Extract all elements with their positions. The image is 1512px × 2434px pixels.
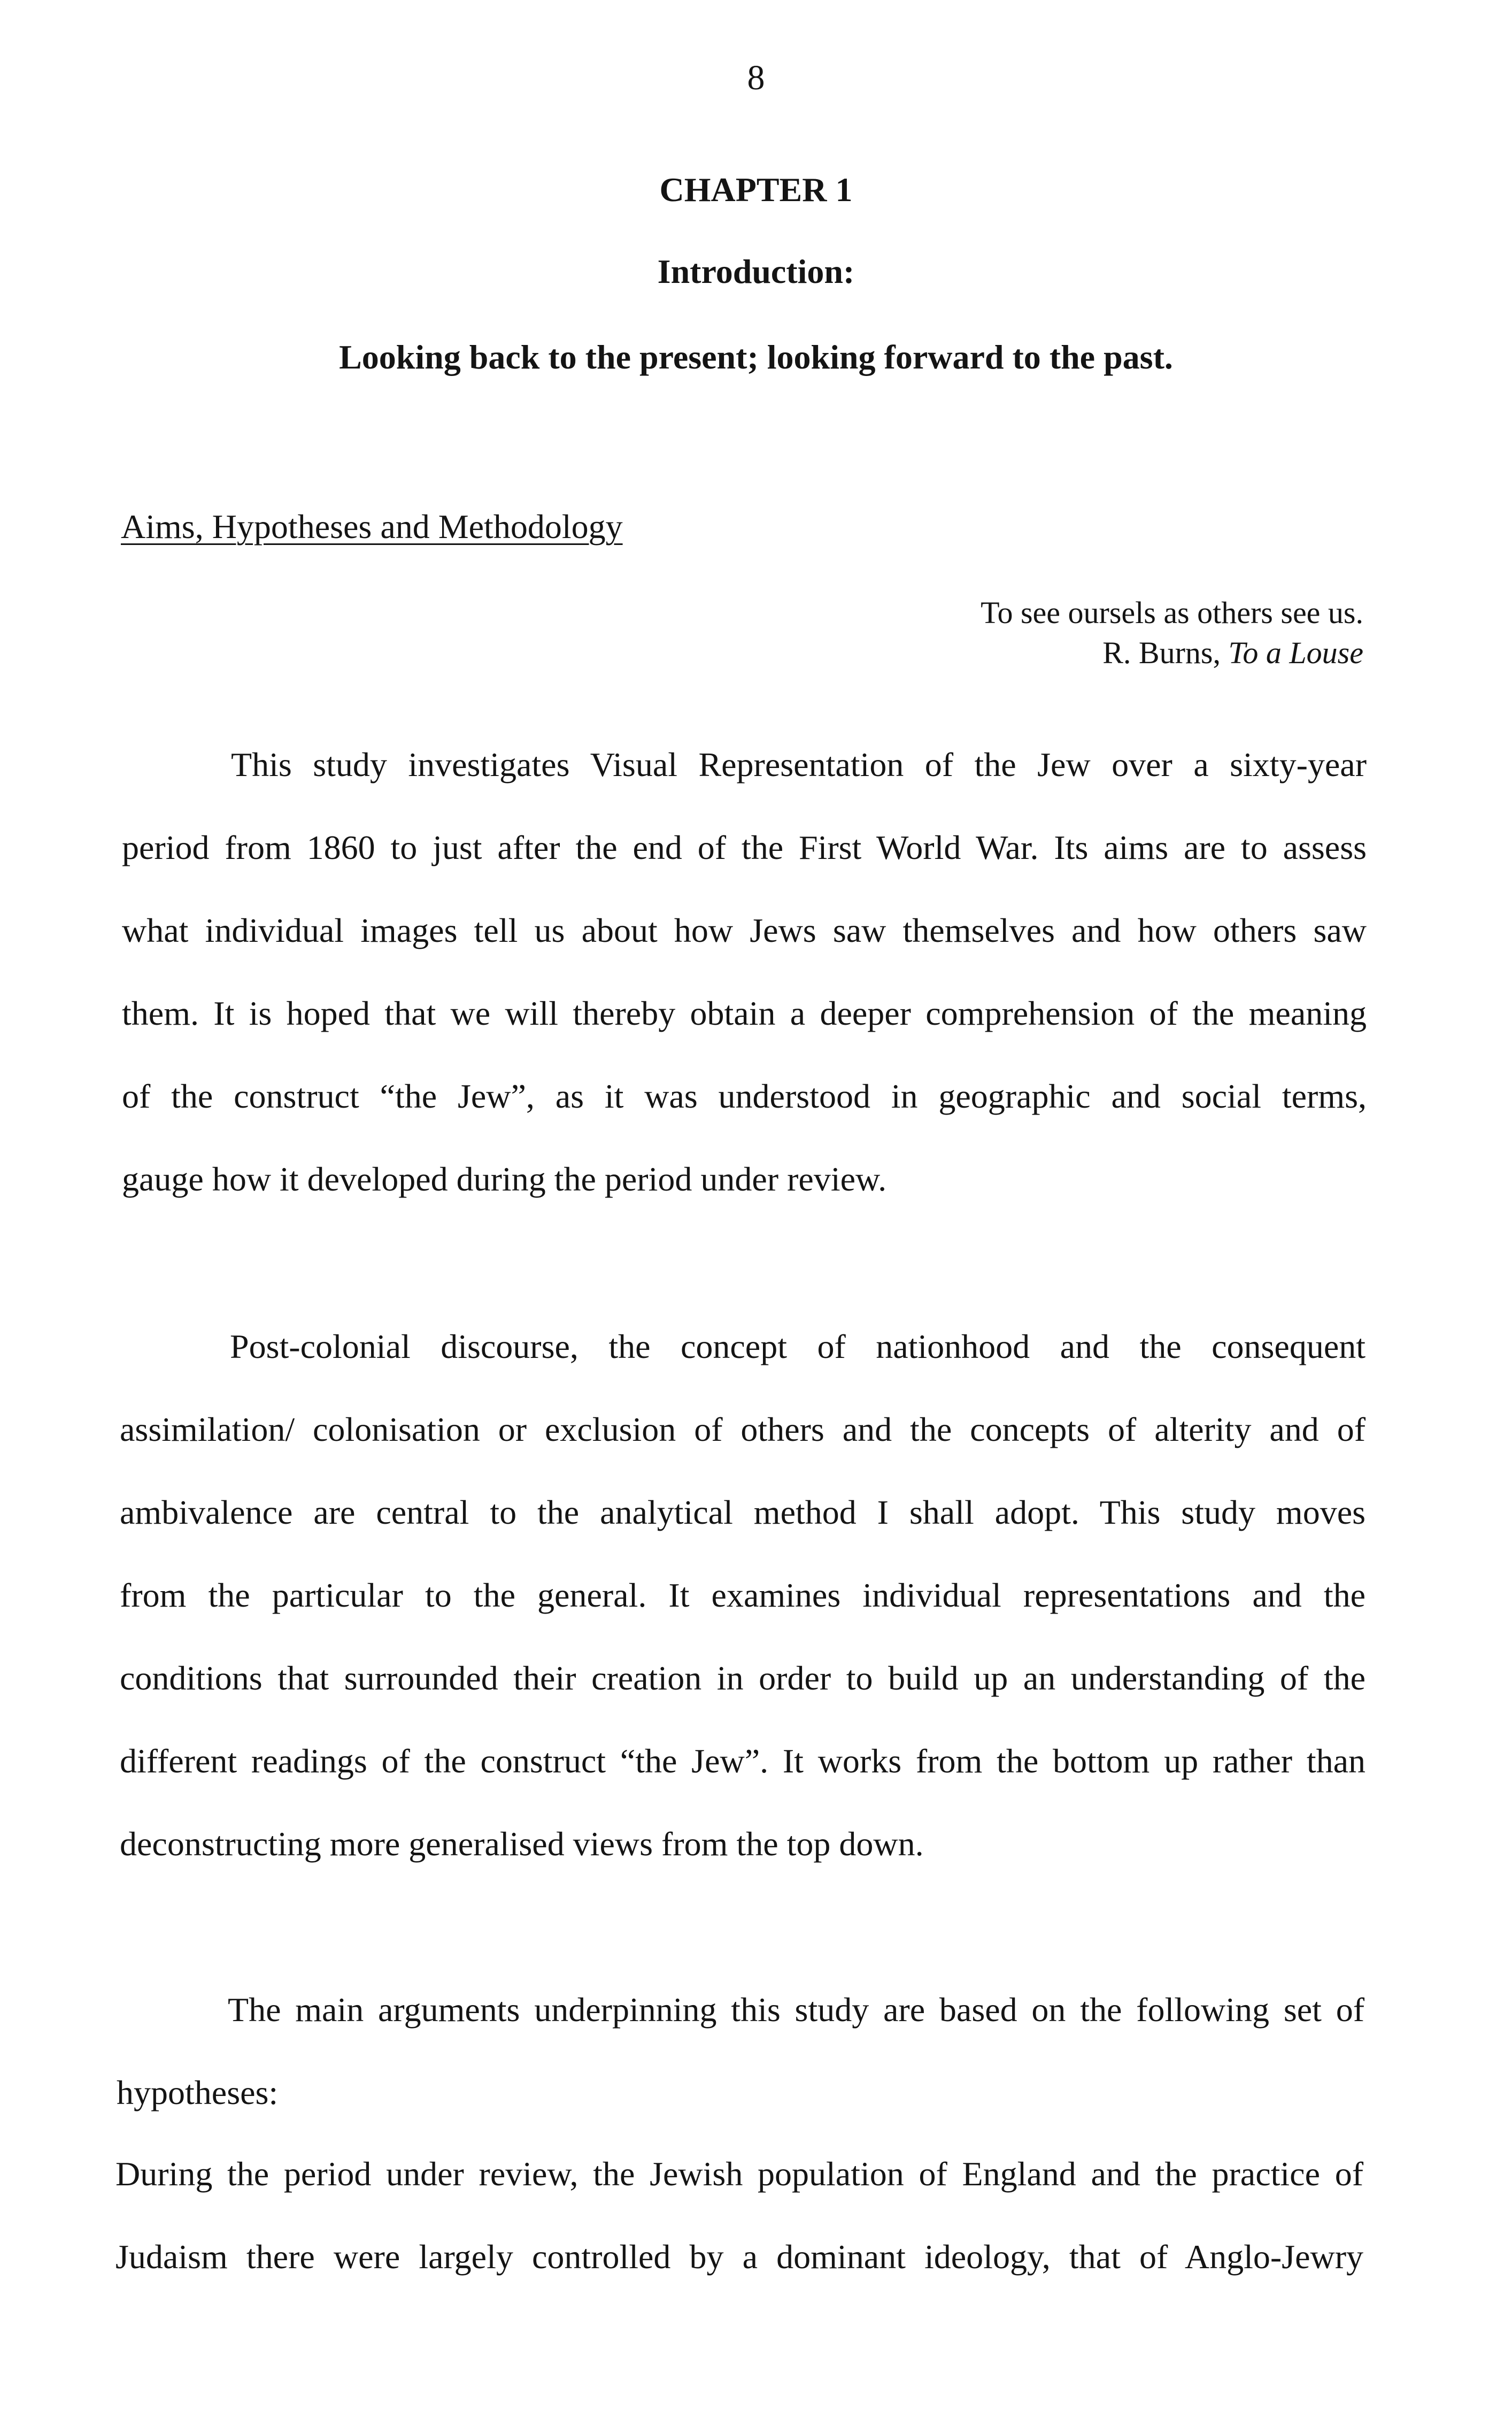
text-line: assimilation/ colonisation or exclusion of others and the concepts of alterity and of — [120, 1410, 1366, 1448]
text-line: from the particular to the general. It examines individual representations and the — [120, 1576, 1366, 1614]
text-line: conditions that surrounded their creation in order to build up an understanding of the — [120, 1659, 1366, 1697]
text-line: period from 1860 to just after the end of the First World War. Its aims are to assess — [122, 828, 1367, 866]
text-line: hypotheses: — [117, 2074, 279, 2111]
text-line: The main arguments underpinning this study are based on the following set of — [228, 1991, 1364, 2029]
epigraph-attribution — [1102, 634, 1363, 672]
page-number: 8 — [747, 58, 765, 97]
text-line: This study investigates Visual Representation of the Jew over a sixty-year — [231, 746, 1367, 784]
text-line: During the period under review, the Jewish population of England and the practice of — [115, 2155, 1363, 2193]
chapter-title: CHAPTER 1 — [659, 171, 853, 209]
section-heading: Aims, Hypotheses and Methodology — [121, 508, 623, 546]
text-line: of the construct “the Jew”, as it was understood in geographic and social terms, — [122, 1077, 1367, 1115]
text-line: Judaism there were largely controlled by a dominant ideology, that of Anglo-Jewry — [115, 2238, 1363, 2276]
text-line: ambivalence are central to the analytical method I shall adopt. This study moves — [120, 1493, 1366, 1531]
epigraph-work: To a Louse — [1228, 635, 1363, 670]
chapter-subtitle: Looking back to the present; looking forward to the past. — [339, 338, 1173, 376]
intro-heading: Introduction: — [657, 252, 855, 290]
text-line: what individual images tell us about how Jews saw themselves and how others saw — [122, 911, 1367, 949]
epigraph-quote: To see oursels as others see us. — [981, 595, 1363, 630]
text-line: Post-colonial discourse, the concept of nationhood and the consequent — [230, 1327, 1366, 1365]
text-line: different readings of the construct “the Jew”. It works from the bottom up rather than — [120, 1742, 1366, 1780]
text-line: gauge how it developed during the period under review. — [122, 1160, 887, 1198]
text-line: them. It is hoped that we will thereby obtain a deeper comprehension of the meaning — [122, 994, 1367, 1032]
epigraph-author: R. Burns, — [1102, 635, 1221, 670]
text-line: deconstructing more generalised views from the top down. — [120, 1825, 924, 1863]
